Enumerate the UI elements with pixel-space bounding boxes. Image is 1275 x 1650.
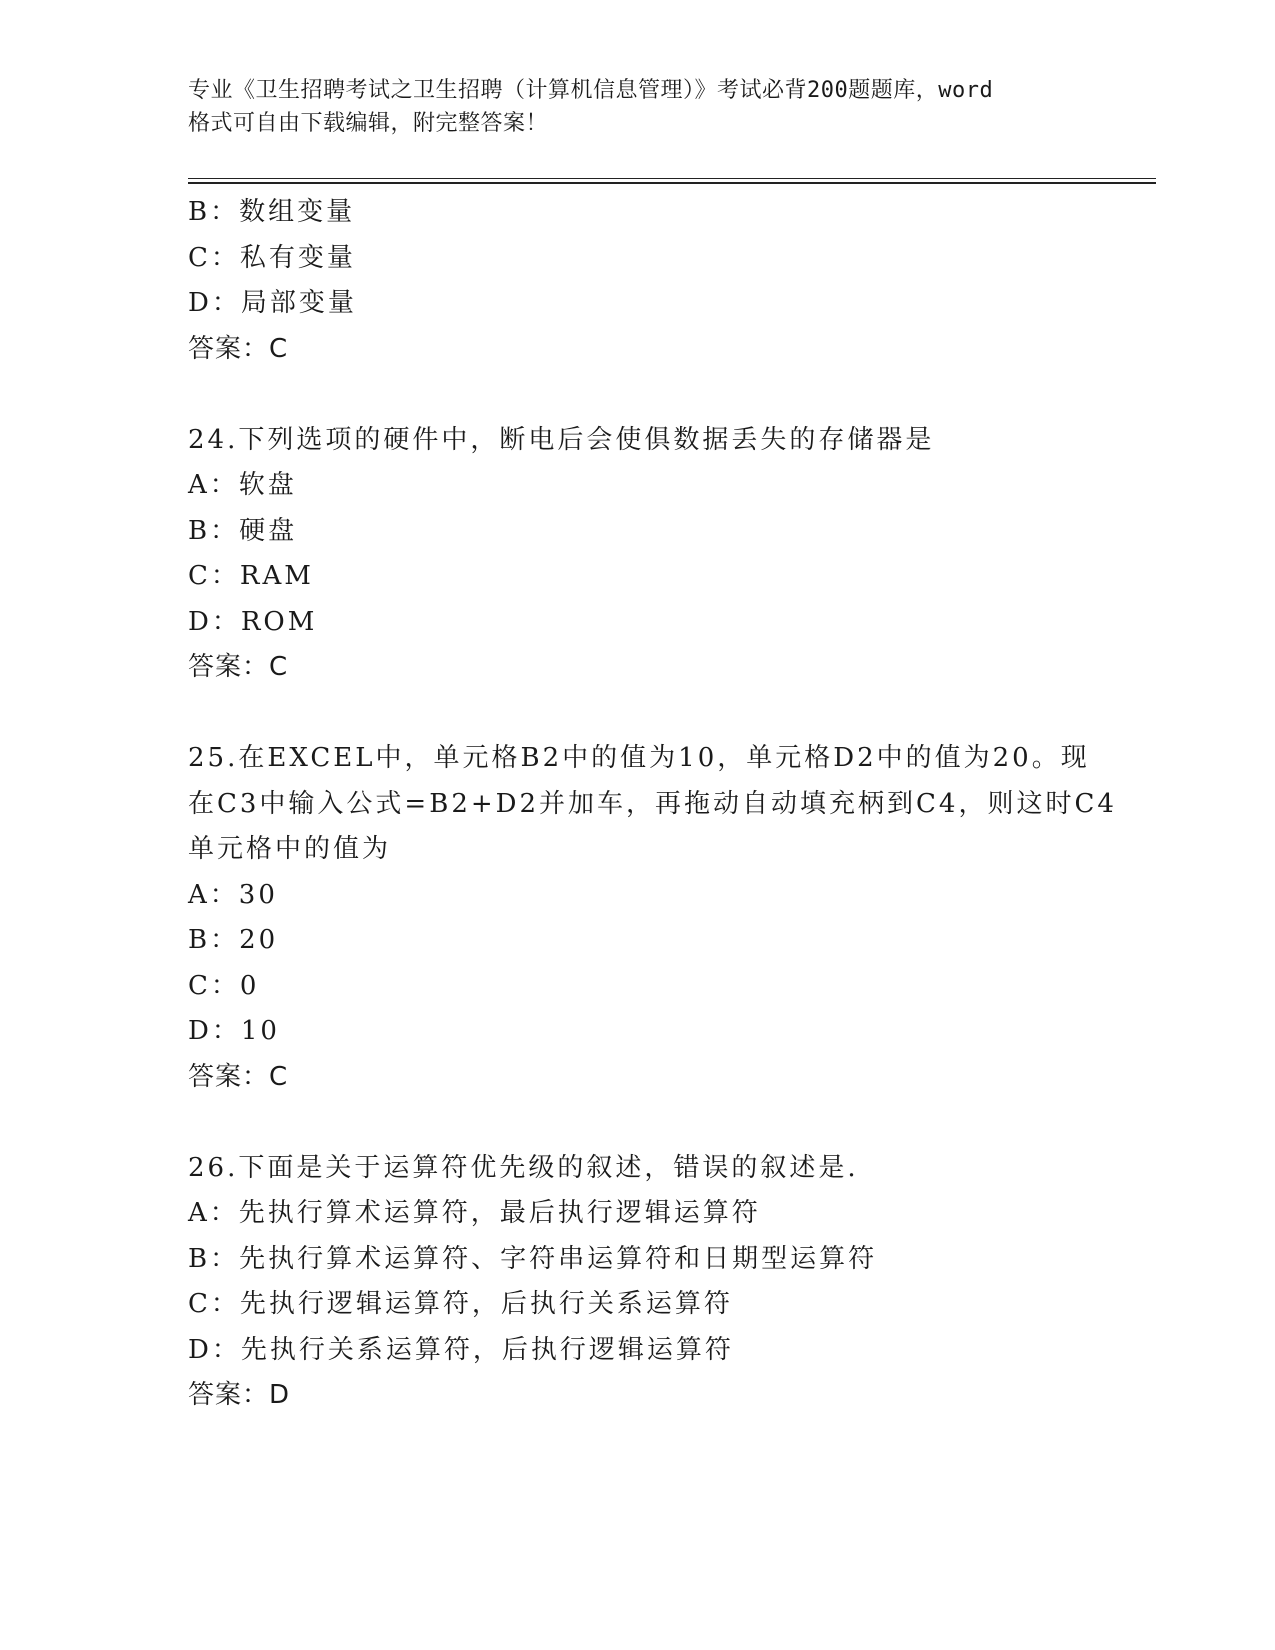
spacer — [188, 691, 1088, 737]
option-c: C：0 — [188, 970, 260, 1001]
option-b: B：数组变量 — [188, 197, 356, 227]
question-23-continuation — [188, 190, 1088, 372]
question-stem-line-2: 在C3中输入公式=B2+D2并加车，再拖动自动填充柄到C4，则这时C4 — [188, 788, 1117, 819]
option-d: D：局部变量 — [188, 288, 357, 318]
question-25 — [188, 736, 1117, 1100]
question-stem-line-1: 25.在EXCEL中，单元格B2中的值为10，单元格D2中的值为20。现 — [188, 743, 1090, 773]
option-d: D：ROM — [188, 606, 318, 637]
answer-line: 答案：D — [188, 1380, 291, 1410]
document-body — [188, 190, 1117, 1419]
question-stem-line-3: 单元格中的值为 — [188, 834, 392, 864]
question-stem: 26.下面是关于运算符优先级的叙述，错误的叙述是. — [188, 1152, 859, 1183]
option-d: D：先执行关系运算符，后执行逻辑运算符 — [188, 1334, 734, 1365]
option-b: B：先执行算术运算符、字符串运算符和日期型运算符 — [188, 1243, 878, 1274]
answer-line: 答案：C — [188, 652, 289, 682]
option-b: B：20 — [188, 925, 279, 955]
header-line-1: 专业《卫生招聘考试之卫生招聘（计算机信息管理）》考试必背200题题库，word — [188, 78, 994, 103]
question-24 — [188, 418, 1088, 691]
option-b: B：硬盘 — [188, 515, 298, 546]
answer-line: 答案：C — [188, 1061, 289, 1092]
header-divider-thin — [188, 178, 1156, 179]
option-c: C：先执行逻辑运算符，后执行关系运算符 — [188, 1289, 733, 1319]
question-26 — [188, 1146, 1088, 1419]
header-divider-thick — [188, 182, 1156, 184]
document-header — [188, 74, 1088, 140]
option-d: D：10 — [188, 1016, 280, 1046]
spacer — [188, 1100, 1088, 1146]
option-a: A：30 — [188, 879, 278, 910]
option-c: C：私有变量 — [188, 242, 356, 273]
question-stem: 24.下列选项的硬件中，断电后会使俱数据丢失的存储器是 — [188, 424, 935, 455]
option-c: C：RAM — [188, 561, 314, 591]
spacer — [188, 372, 1088, 418]
option-a: A：软盘 — [188, 470, 297, 500]
header-line-2: 格式可自由下载编辑，附完整答案！ — [188, 111, 549, 136]
option-a: A：先执行算术运算符，最后执行逻辑运算符 — [188, 1198, 761, 1228]
answer-line: 答案：C — [188, 333, 289, 364]
